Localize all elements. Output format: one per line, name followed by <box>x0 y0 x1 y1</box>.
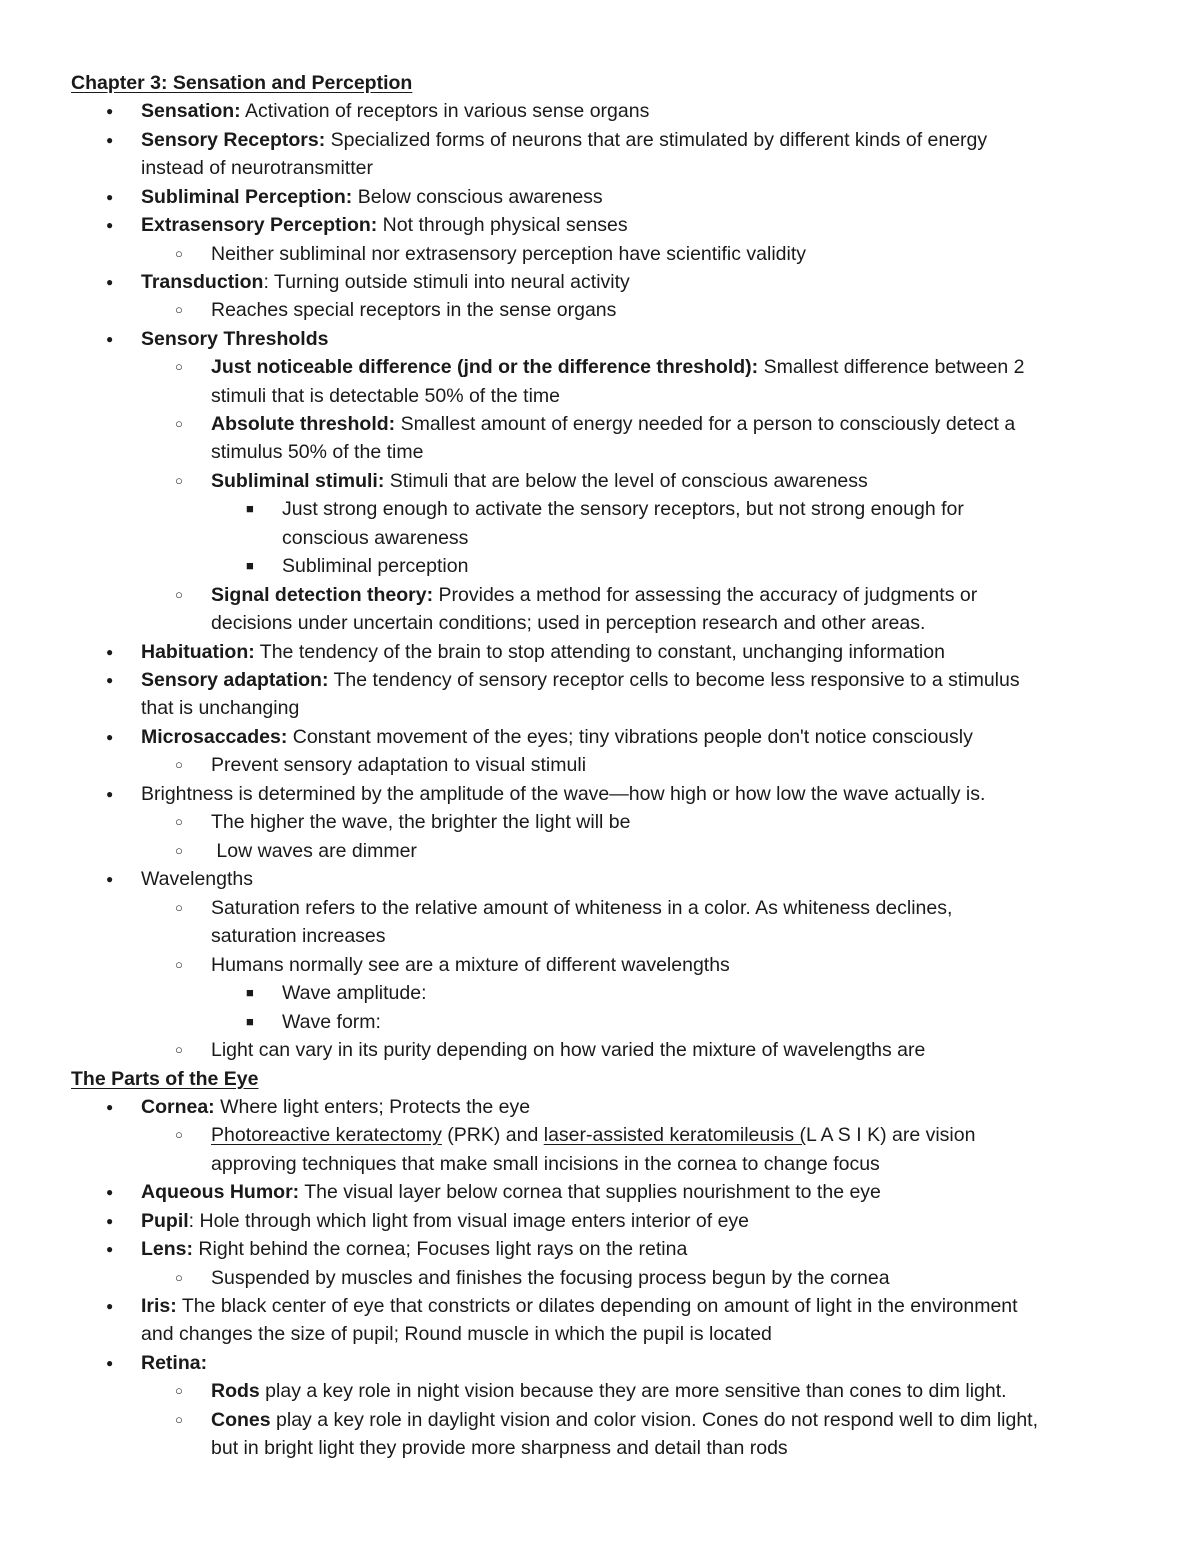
definition: : Turning outside stimuli into neural activity <box>263 271 630 293</box>
bullet: ● <box>106 645 114 659</box>
bullet: ● <box>106 1242 114 1256</box>
list-item <box>141 211 628 239</box>
sub-item: Suspended by muscles and finishes the focusing process begun by the cornea <box>211 1267 890 1289</box>
term: Microsaccades: <box>141 726 288 748</box>
sub-sub-item-continuation: conscious awareness <box>282 527 469 549</box>
sub-sub-item: Just strong enough to activate the sensory receptors, but not strong enough for <box>282 498 964 520</box>
bullet: ○ <box>175 1412 183 1427</box>
sub-sub-item: Wave amplitude: <box>282 982 427 1004</box>
list-item: Retina: <box>141 1352 208 1374</box>
bullet: ○ <box>175 957 183 972</box>
bullet: ● <box>106 787 114 801</box>
list-item <box>141 1292 1018 1320</box>
bullet: ● <box>106 275 114 289</box>
term: Rods <box>211 1380 260 1402</box>
bullet: ● <box>106 1356 114 1370</box>
definition: Activation of receptors in various sense organs <box>240 100 650 122</box>
definition: The visual layer below cornea that supplies nourishment to the eye <box>299 1181 881 1203</box>
definition: Smallest amount of energy needed for a person to consciously detect a <box>395 413 1016 435</box>
term: Aqueous Humor: <box>141 1181 300 1203</box>
sub-item <box>211 1121 975 1149</box>
sub-item <box>211 581 977 609</box>
bullet: ○ <box>175 246 183 261</box>
definition: play a key role in daylight vision and color vision. Cones do not respond well to dim light, <box>270 1409 1039 1431</box>
sub-item: Low waves are dimmer <box>211 840 417 862</box>
sub-item <box>211 467 868 495</box>
list-item <box>141 638 945 666</box>
bullet: ○ <box>175 814 183 829</box>
bullet: ○ <box>175 1270 183 1285</box>
list-item-continuation: that is unchanging <box>141 697 300 719</box>
term: Just noticeable difference (jnd or the difference threshold): <box>211 356 759 378</box>
bullet: ○ <box>175 757 183 772</box>
sub-item <box>211 353 1024 381</box>
definition: The black center of eye that constricts or dilates depending on amount of light in the environment <box>176 1295 1018 1317</box>
sub-item <box>211 410 1015 438</box>
sub-item: The higher the wave, the brighter the light will be <box>211 811 631 833</box>
chapter-heading: Chapter 3: Sensation and Perception <box>71 72 413 94</box>
term: Lens: <box>141 1238 194 1260</box>
definition: The tendency of the brain to stop attending to constant, unchanging information <box>254 641 945 663</box>
sub-item: Neither subliminal nor extrasensory perception have scientific validity <box>211 243 807 265</box>
bullet: ● <box>106 218 114 232</box>
bullet: ● <box>106 133 114 147</box>
list-item-continuation: and changes the size of pupil; Round muscle in which the pupil is located <box>141 1323 772 1345</box>
bullet: ○ <box>175 359 183 374</box>
term: Iris: <box>141 1295 177 1317</box>
sub-item-continuation: stimuli that is detectable 50% of the time <box>211 385 561 407</box>
bullet: ■ <box>246 501 254 516</box>
text: (PRK) and <box>441 1124 544 1146</box>
list-item <box>141 97 649 125</box>
sub-item: Saturation refers to the relative amount of whiteness in a color. As whiteness declines, <box>211 897 953 919</box>
sub-item-continuation: approving techniques that make small incisions in the cornea to change focus <box>211 1153 880 1175</box>
bullet: ○ <box>175 416 183 431</box>
list-item <box>141 1235 687 1263</box>
term: Transduction <box>141 271 264 293</box>
definition: Constant movement of the eyes; tiny vibrations people don't notice consciously <box>287 726 973 748</box>
sub-sub-item: Subliminal perception <box>282 555 469 577</box>
definition: The tendency of sensory receptor cells to become less responsive to a stimulus <box>328 669 1020 691</box>
term: Signal detection theory: <box>211 584 434 606</box>
bullet: ○ <box>175 1127 183 1142</box>
term: Sensory adaptation: <box>141 669 329 691</box>
sub-item: Light can vary in its purity depending on how varied the mixture of wavelengths are <box>211 1039 926 1061</box>
term: Habituation: <box>141 641 255 663</box>
definition: Provides a method for assessing the accuracy of judgments or <box>433 584 978 606</box>
bullet: ○ <box>175 1383 183 1398</box>
term: Extrasensory Perception: <box>141 214 378 236</box>
bullet: ■ <box>246 985 254 1000</box>
list-item <box>141 1207 749 1235</box>
term: Subliminal stimuli: <box>211 470 385 492</box>
list-item-continuation: instead of neurotransmitter <box>141 157 373 179</box>
sub-item: Prevent sensory adaptation to visual stimuli <box>211 754 587 776</box>
bullet: ○ <box>175 473 183 488</box>
definition: Specialized forms of neurons that are stimulated by different kinds of energy <box>325 129 988 151</box>
sub-item <box>211 1377 1007 1405</box>
lasik-link-text: laser-assisted keratomileusis ( <box>543 1124 806 1146</box>
list-item <box>141 183 603 211</box>
list-item <box>141 1093 530 1121</box>
list-item: Brightness is determined by the amplitude of the wave—how high or how low the wave actually is. <box>141 783 986 805</box>
term: Sensation: <box>141 100 241 122</box>
bullet: ○ <box>175 1042 183 1057</box>
bullet: ● <box>106 1185 114 1199</box>
bullet: ● <box>106 730 114 744</box>
definition: play a key role in night vision because they are more sensitive than cones to dim light. <box>259 1380 1007 1402</box>
definition: Smallest difference between 2 <box>758 356 1025 378</box>
bullet: ● <box>106 1100 114 1114</box>
bullet: ● <box>106 104 114 118</box>
definition: Where light enters; Protects the eye <box>214 1096 531 1118</box>
sub-item-continuation: saturation increases <box>211 925 386 947</box>
bullet: ■ <box>246 558 254 573</box>
list-item <box>141 126 987 154</box>
term: Cones <box>211 1409 271 1431</box>
prk-link-text: Photoreactive keratectomy <box>211 1124 442 1146</box>
sub-item <box>211 1406 1038 1434</box>
sub-item-continuation: stimulus 50% of the time <box>211 441 424 463</box>
sub-sub-item: Wave form: <box>282 1011 381 1033</box>
bullet: ● <box>106 1214 114 1228</box>
bullet: ○ <box>175 302 183 317</box>
sub-item-continuation: but in bright light they provide more sharpness and detail than rods <box>211 1437 788 1459</box>
term: Pupil <box>141 1210 189 1232</box>
list-item <box>141 268 630 296</box>
term: Absolute threshold: <box>211 413 396 435</box>
term: Cornea: <box>141 1096 215 1118</box>
definition: Stimuli that are below the level of conscious awareness <box>384 470 868 492</box>
term: Subliminal Perception: <box>141 186 353 208</box>
definition: Right behind the cornea; Focuses light rays on the retina <box>193 1238 688 1260</box>
bullet: ○ <box>175 900 183 915</box>
list-item <box>141 1178 881 1206</box>
bullet: ● <box>106 872 114 886</box>
text: L A S I K) are vision <box>806 1124 976 1146</box>
definition: : Hole through which light from visual image enters interior of eye <box>188 1210 750 1232</box>
sub-item-continuation: decisions under uncertain conditions; used in perception research and other areas. <box>211 612 926 634</box>
list-item <box>141 666 1020 694</box>
bullet: ● <box>106 332 114 346</box>
bullet: ● <box>106 190 114 204</box>
sub-item: Reaches special receptors in the sense organs <box>211 299 617 321</box>
bullet: ○ <box>175 843 183 858</box>
section-heading: The Parts of the Eye <box>71 1068 259 1090</box>
term: Sensory Receptors: <box>141 129 326 151</box>
bullet: ● <box>106 673 114 687</box>
definition: Below conscious awareness <box>352 186 603 208</box>
list-item: Wavelengths <box>141 868 254 890</box>
sub-item: Humans normally see are a mixture of different wavelengths <box>211 954 730 976</box>
bullet: ● <box>106 1299 114 1313</box>
bullet: ○ <box>175 587 183 602</box>
list-item: Sensory Thresholds <box>141 328 329 350</box>
definition: Not through physical senses <box>377 214 628 236</box>
bullet: ■ <box>246 1014 254 1029</box>
list-item <box>141 723 973 751</box>
